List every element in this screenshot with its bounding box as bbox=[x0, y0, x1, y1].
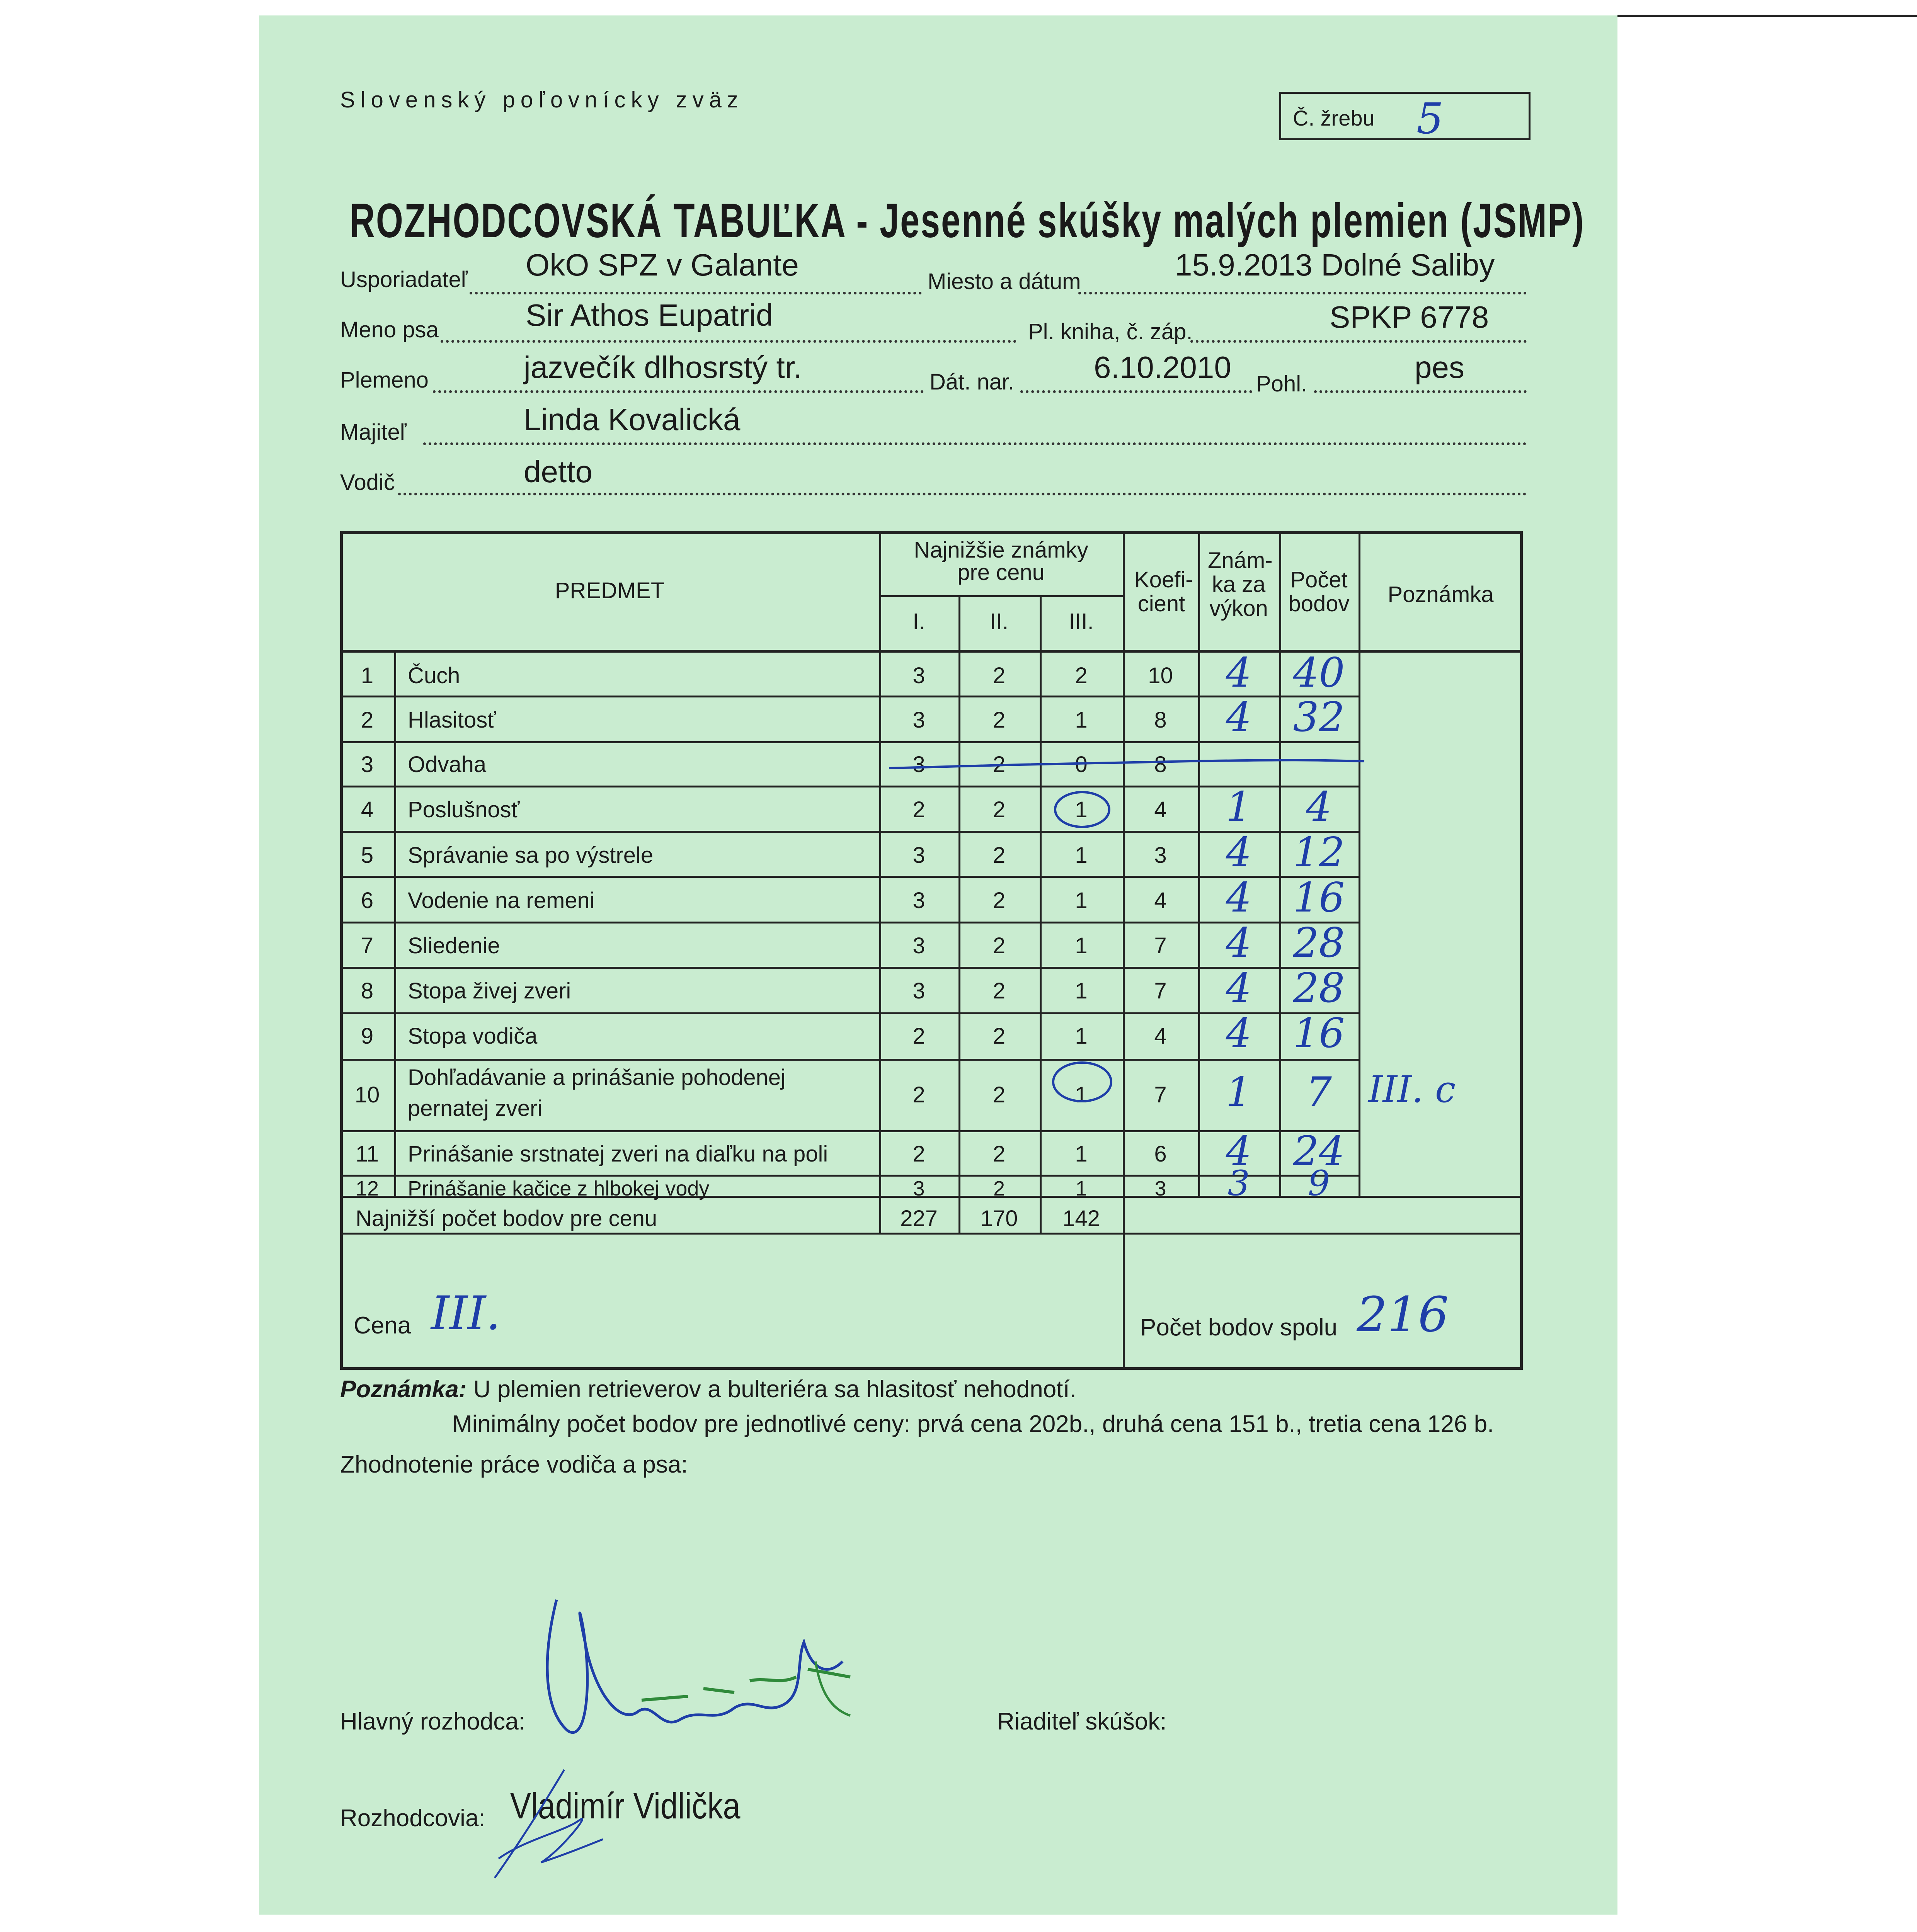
row-mark: 4 bbox=[1226, 649, 1252, 696]
page-edge-line bbox=[1617, 15, 1917, 17]
row-prize-2: 2 bbox=[993, 752, 1006, 777]
row-number: 4 bbox=[361, 797, 374, 822]
row-points: 16 bbox=[1293, 1010, 1345, 1057]
prize-label: Cena bbox=[354, 1312, 411, 1339]
director-label: Riaditeľ skúšok: bbox=[997, 1708, 1167, 1735]
row-prize-2: 2 bbox=[993, 933, 1006, 958]
row-coefficient: 4 bbox=[1154, 797, 1167, 822]
row-number: 3 bbox=[361, 752, 374, 777]
table-vline bbox=[1040, 595, 1042, 1235]
row-prize-2: 2 bbox=[993, 707, 1006, 733]
row-points: 28 bbox=[1293, 919, 1345, 966]
row-subject: Odvaha bbox=[408, 752, 487, 777]
row-points: 9 bbox=[1308, 1163, 1330, 1204]
note-text: U plemien retrieverov a bulteriéra sa hlasitosť nehodnotí. bbox=[473, 1376, 1076, 1403]
draw-number-box bbox=[1279, 92, 1531, 143]
row-coefficient: 3 bbox=[1154, 843, 1167, 868]
row-points: 7 bbox=[1306, 1068, 1332, 1116]
total-points-label: Počet bodov spolu bbox=[1140, 1314, 1338, 1341]
row-prize-1: 3 bbox=[913, 752, 925, 777]
row-points: 12 bbox=[1293, 829, 1345, 876]
circle-mark bbox=[1049, 788, 1115, 831]
owner-label: Majiteľ bbox=[340, 420, 407, 445]
header-prize-1: I. bbox=[913, 609, 925, 634]
row-prize-1: 2 bbox=[913, 797, 925, 822]
row-prize-1: 2 bbox=[913, 1024, 925, 1049]
table-hline bbox=[340, 1233, 1523, 1235]
row-subject: Čuch bbox=[408, 663, 460, 688]
row-number: 7 bbox=[361, 933, 374, 958]
row-prize-3: 1 bbox=[1075, 1141, 1088, 1167]
birth-value: 6.10.2010 bbox=[1094, 350, 1231, 384]
organization-name: Slovenský poľovnícky zväz bbox=[340, 87, 744, 112]
row-number: 12 bbox=[355, 1177, 379, 1200]
row-number: 2 bbox=[361, 707, 374, 733]
dog-name-label: Meno psa bbox=[340, 317, 439, 342]
row-subject: Prinášanie srstnatej zveri na diaľku na poli bbox=[408, 1141, 828, 1167]
row-note: III. c bbox=[1368, 1068, 1456, 1111]
header-note: Poznámka bbox=[1388, 582, 1494, 607]
min-points-1: 227 bbox=[900, 1206, 938, 1231]
total-points-value: 216 bbox=[1357, 1287, 1449, 1343]
row-mark: 4 bbox=[1226, 919, 1252, 966]
row-prize-2: 2 bbox=[993, 797, 1006, 822]
row-coefficient: 10 bbox=[1148, 663, 1173, 688]
header-subject: PREDMET bbox=[555, 578, 665, 603]
min-points-note: Minimálny počet bodov pre jednotlivé ceny: prvá cena 202b., druhá cena 151 b., tretia cena 126 b. bbox=[452, 1411, 1494, 1437]
row-number: 9 bbox=[361, 1024, 374, 1049]
row-prize-3: 0 bbox=[1075, 752, 1088, 777]
row-prize-1: 3 bbox=[913, 663, 925, 688]
row-subject: Stopa živej zveri bbox=[408, 978, 571, 1003]
organizer-value: OkO SPZ v Galante bbox=[526, 248, 799, 282]
row-prize-1: 3 bbox=[913, 933, 925, 958]
row-number: 11 bbox=[355, 1141, 379, 1167]
stamp-mark bbox=[634, 1654, 873, 1723]
row-coefficient: 7 bbox=[1154, 1082, 1167, 1107]
row-prize-1: 3 bbox=[913, 978, 925, 1003]
birth-label: Dát. nar. bbox=[930, 369, 1015, 395]
place-date-label: Miesto a dátum bbox=[928, 269, 1081, 294]
row-subject: Poslušnosť bbox=[408, 797, 520, 822]
row-prize-2: 2 bbox=[993, 888, 1006, 913]
row-mark: 4 bbox=[1226, 874, 1252, 921]
row-mark: 4 bbox=[1226, 829, 1252, 876]
table-vline bbox=[1359, 531, 1360, 1196]
row-prize-2: 2 bbox=[993, 1082, 1006, 1107]
row-coefficient: 8 bbox=[1154, 707, 1167, 733]
table-vline bbox=[958, 595, 960, 1235]
row-points: 4 bbox=[1306, 783, 1332, 830]
breed-label: Plemeno bbox=[340, 367, 429, 393]
row-number: 10 bbox=[354, 1082, 380, 1107]
row-prize-2: 2 bbox=[993, 663, 1006, 688]
form-title: ROZHODCOVSKÁ TABUĽKA - Jesenné skúšky malých plemien (JSMP) bbox=[350, 194, 1585, 248]
judges-label: Rozhodcovia: bbox=[340, 1805, 485, 1832]
row-coefficient: 4 bbox=[1154, 888, 1167, 913]
row-prize-2: 2 bbox=[993, 1141, 1006, 1167]
row-prize-3: 1 bbox=[1075, 933, 1088, 958]
sex-label: Pohl. bbox=[1256, 371, 1308, 396]
note-label: Poznámka: bbox=[340, 1376, 467, 1403]
row-coefficient: 4 bbox=[1154, 1024, 1167, 1049]
chief-judge-label: Hlavný rozhodca: bbox=[340, 1708, 526, 1735]
organizer-label: Usporiadateľ bbox=[340, 267, 468, 292]
row-prize-2: 2 bbox=[993, 1024, 1006, 1049]
row-prize-3: 1 bbox=[1075, 888, 1088, 913]
row-prize-2: 2 bbox=[993, 1177, 1005, 1200]
row-coefficient: 7 bbox=[1154, 933, 1167, 958]
row-prize-2: 2 bbox=[993, 843, 1006, 868]
row-prize-3: 1 bbox=[1075, 1082, 1088, 1107]
row-subject: Hlasitosť bbox=[408, 707, 496, 733]
table-vline bbox=[1123, 531, 1125, 1235]
strike-line bbox=[881, 750, 1368, 773]
row-coefficient: 8 bbox=[1154, 752, 1167, 777]
row-coefficient: 3 bbox=[1154, 1177, 1166, 1200]
row-mark: 4 bbox=[1226, 694, 1252, 741]
row-number: 1 bbox=[361, 663, 374, 688]
row-prize-1: 3 bbox=[913, 843, 925, 868]
row-prize-1: 3 bbox=[913, 1177, 925, 1200]
row-mark: 3 bbox=[1227, 1163, 1250, 1204]
studbook-value: SPKP 6778 bbox=[1330, 300, 1489, 334]
row-mark: 4 bbox=[1226, 1128, 1252, 1175]
table-hline bbox=[340, 1059, 1359, 1061]
row-prize-1: 3 bbox=[913, 707, 925, 733]
row-subject-cont: pernatej zveri bbox=[408, 1096, 543, 1121]
owner-value: Linda Kovalická bbox=[524, 402, 741, 437]
row-prize-1: 2 bbox=[913, 1082, 925, 1107]
row-points: 40 bbox=[1293, 649, 1345, 696]
header-coefficient: Koefi- cient bbox=[1134, 567, 1193, 616]
judge-signature bbox=[464, 1762, 657, 1886]
studbook-label: Pl. kniha, č. záp. bbox=[1028, 319, 1193, 344]
row-subject: Prinášanie kačice z hlbokej vody bbox=[408, 1177, 710, 1200]
handler-value: detto bbox=[524, 454, 592, 489]
note-line bbox=[340, 1376, 1076, 1403]
header-prize-3: III. bbox=[1069, 609, 1094, 634]
header-min-marks: Najnižšie známky pre cenu bbox=[914, 537, 1088, 585]
circle-mark bbox=[1047, 1059, 1117, 1105]
row-prize-3: 1 bbox=[1075, 1024, 1088, 1049]
table-hline bbox=[879, 595, 1123, 597]
sex-value: pes bbox=[1415, 350, 1464, 384]
row-mark: 1 bbox=[1226, 783, 1252, 830]
draw-number-label: Č. žrebu bbox=[1293, 106, 1375, 130]
row-subject: Vodenie na remeni bbox=[408, 888, 595, 913]
row-prize-3: 2 bbox=[1075, 663, 1088, 688]
breed-value: jazvečík dlhosrstý tr. bbox=[524, 350, 802, 384]
row-points: 32 bbox=[1293, 694, 1345, 741]
row-prize-3: 1 bbox=[1075, 843, 1088, 868]
prize-value: III. bbox=[431, 1287, 501, 1340]
row-subject: Stopa vodiča bbox=[408, 1024, 538, 1049]
row-prize-2: 2 bbox=[993, 978, 1006, 1003]
row-number: 8 bbox=[361, 978, 374, 1003]
row-points: 28 bbox=[1293, 964, 1345, 1012]
row-prize-3: 1 bbox=[1075, 1177, 1087, 1200]
place-date-value: 15.9.2013 Dolné Saliby bbox=[1175, 248, 1495, 282]
handler-label: Vodič bbox=[340, 470, 395, 495]
min-points-label: Najnižší počet bodov pre cenu bbox=[356, 1206, 657, 1231]
judge-name: Vladimír Vidlička bbox=[510, 1786, 741, 1827]
header-mark: Znám- ka za výkon bbox=[1208, 548, 1273, 621]
row-prize-3: 1 bbox=[1075, 978, 1088, 1003]
draw-number-value: 5 bbox=[1416, 94, 1444, 143]
row-mark: 1 bbox=[1226, 1068, 1252, 1116]
table-hline bbox=[340, 741, 1359, 743]
row-subject: Správanie sa po výstrele bbox=[408, 843, 654, 868]
row-points: 16 bbox=[1293, 874, 1345, 921]
row-subject: Sliedenie bbox=[408, 933, 500, 958]
row-subject: Dohľadávanie a prinášanie pohodenej bbox=[408, 1065, 786, 1090]
evaluation-label: Zhodnotenie práce vodiča a psa: bbox=[340, 1451, 688, 1478]
row-points: 24 bbox=[1293, 1128, 1345, 1175]
row-prize-1: 2 bbox=[913, 1141, 925, 1167]
header-prize-2: II. bbox=[989, 609, 1009, 634]
table-vline bbox=[879, 531, 881, 1235]
table-vline bbox=[1123, 1235, 1125, 1370]
row-prize-3: 1 bbox=[1075, 707, 1088, 733]
row-number: 5 bbox=[361, 843, 374, 868]
row-coefficient: 7 bbox=[1154, 978, 1167, 1003]
row-prize-1: 3 bbox=[913, 888, 925, 913]
dog-name-value: Sir Athos Eupatrid bbox=[526, 298, 773, 332]
row-mark: 4 bbox=[1226, 1010, 1252, 1057]
row-mark: 4 bbox=[1226, 964, 1252, 1012]
header-points: Počet bodov bbox=[1288, 567, 1350, 616]
min-points-3: 142 bbox=[1062, 1206, 1100, 1231]
row-coefficient: 6 bbox=[1154, 1141, 1167, 1167]
row-prize-3: 1 bbox=[1075, 797, 1088, 822]
table-vline bbox=[394, 651, 396, 1196]
min-points-2: 170 bbox=[980, 1206, 1018, 1231]
row-number: 6 bbox=[361, 888, 374, 913]
